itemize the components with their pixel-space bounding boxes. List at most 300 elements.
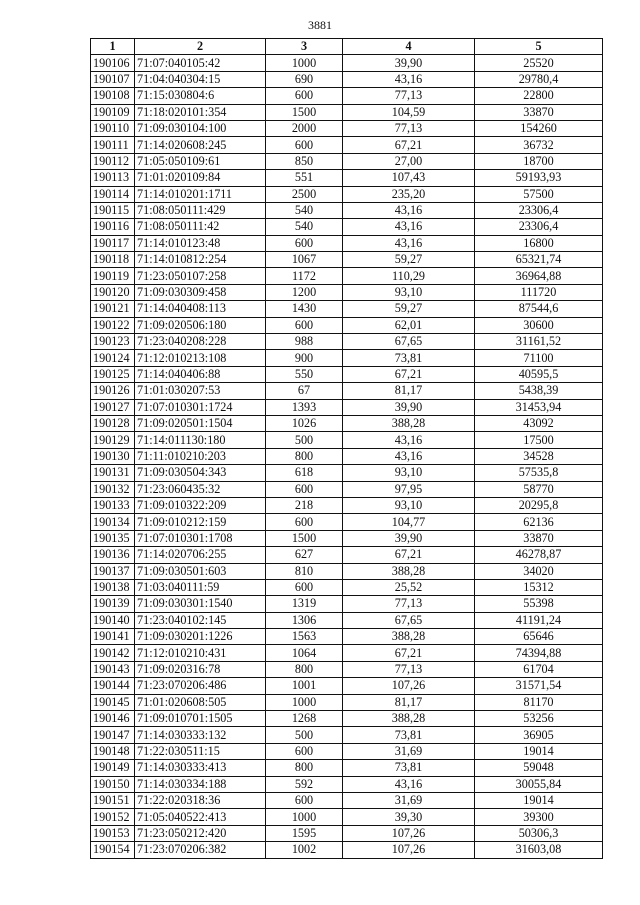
table-row (91, 432, 603, 448)
row-number-cell: 190123 (91, 334, 135, 350)
rate-cell: 31,69 (343, 792, 475, 808)
row-number-cell: 190108 (91, 88, 135, 104)
row-number-cell: 190134 (91, 514, 135, 530)
cadastral-number-cell: 71:09:020506:180 (135, 317, 266, 333)
row-number-cell: 190147 (91, 727, 135, 743)
rate-cell: 107,26 (343, 825, 475, 841)
amount-cell: 57500 (475, 186, 603, 202)
table-row (91, 727, 603, 743)
area-cell: 1001 (266, 678, 343, 694)
rate-cell: 39,90 (343, 399, 475, 415)
cadastral-number-cell: 71:09:030104:100 (135, 120, 266, 136)
cadastral-number-cell: 71:14:010201:1711 (135, 186, 266, 202)
cadastral-number-cell: 71:14:040408:113 (135, 301, 266, 317)
area-cell: 540 (266, 219, 343, 235)
row-number-cell: 190129 (91, 432, 135, 448)
row-number-cell: 190109 (91, 104, 135, 120)
cadastral-number-cell: 71:23:050212:420 (135, 825, 266, 841)
table-row (91, 252, 603, 268)
area-cell: 627 (266, 547, 343, 563)
amount-cell: 31453,94 (475, 399, 603, 415)
cadastral-number-cell: 71:22:020318:36 (135, 792, 266, 808)
area-cell: 2500 (266, 186, 343, 202)
area-cell: 500 (266, 727, 343, 743)
cadastral-number-cell: 71:08:050111:42 (135, 219, 266, 235)
amount-cell: 41191,24 (475, 612, 603, 628)
cadastral-number-cell: 71:14:020608:245 (135, 137, 266, 153)
rate-cell: 93,10 (343, 284, 475, 300)
row-number-cell: 190132 (91, 481, 135, 497)
rate-cell: 43,16 (343, 776, 475, 792)
area-cell: 551 (266, 170, 343, 186)
table-row (91, 71, 603, 87)
cadastral-number-cell: 71:14:020706:255 (135, 547, 266, 563)
rate-cell: 43,16 (343, 432, 475, 448)
rate-cell: 39,90 (343, 530, 475, 546)
rate-cell: 107,26 (343, 842, 475, 858)
row-number-cell: 190135 (91, 530, 135, 546)
row-number-cell: 190125 (91, 366, 135, 382)
table-row (91, 334, 603, 350)
amount-cell: 46278,87 (475, 547, 603, 563)
cadastral-number-cell: 71:04:040304:15 (135, 71, 266, 87)
row-number-cell: 190106 (91, 55, 135, 71)
page-number: 3881 (308, 18, 332, 32)
rate-cell: 388,28 (343, 711, 475, 727)
amount-cell: 62136 (475, 514, 603, 530)
row-number-cell: 190110 (91, 120, 135, 136)
amount-cell: 65321,74 (475, 252, 603, 268)
area-cell: 618 (266, 465, 343, 481)
amount-cell: 19014 (475, 792, 603, 808)
area-cell: 1000 (266, 55, 343, 71)
area-cell: 600 (266, 317, 343, 333)
table-row (91, 809, 603, 825)
amount-cell: 57535,8 (475, 465, 603, 481)
rate-cell: 25,52 (343, 579, 475, 595)
row-number-cell: 190143 (91, 661, 135, 677)
rate-cell: 77,13 (343, 88, 475, 104)
rate-cell: 107,43 (343, 170, 475, 186)
cadastral-number-cell: 71:01:020608:505 (135, 694, 266, 710)
area-cell: 1319 (266, 596, 343, 612)
amount-cell: 61704 (475, 661, 603, 677)
row-number-cell: 190117 (91, 235, 135, 251)
rate-cell: 43,16 (343, 448, 475, 464)
table-row (91, 137, 603, 153)
cadastral-number-cell: 71:14:040406:88 (135, 366, 266, 382)
area-cell: 550 (266, 366, 343, 382)
area-cell: 1000 (266, 809, 343, 825)
amount-cell: 22800 (475, 88, 603, 104)
amount-cell: 5438,39 (475, 383, 603, 399)
cadastral-number-cell: 71:23:040102:145 (135, 612, 266, 628)
table-row (91, 366, 603, 382)
rate-cell: 97,95 (343, 481, 475, 497)
row-number-cell: 190133 (91, 497, 135, 513)
table-row (91, 530, 603, 546)
rate-cell: 67,21 (343, 645, 475, 661)
table-row (91, 284, 603, 300)
amount-cell: 31571,54 (475, 678, 603, 694)
column-header-2: 2 (135, 39, 266, 55)
rate-cell: 388,28 (343, 563, 475, 579)
cadastral-number-cell: 71:07:010301:1724 (135, 399, 266, 415)
amount-cell: 23306,4 (475, 219, 603, 235)
table-row (91, 612, 603, 628)
amount-cell: 33870 (475, 104, 603, 120)
area-cell: 592 (266, 776, 343, 792)
row-number-cell: 190142 (91, 645, 135, 661)
cadastral-number-cell: 71:22:030511:15 (135, 743, 266, 759)
row-number-cell: 190121 (91, 301, 135, 317)
row-number-cell: 190148 (91, 743, 135, 759)
rate-cell: 67,65 (343, 612, 475, 628)
table-row (91, 235, 603, 251)
table-row (91, 448, 603, 464)
area-cell: 810 (266, 563, 343, 579)
table-row (91, 219, 603, 235)
amount-cell: 36905 (475, 727, 603, 743)
amount-cell: 71100 (475, 350, 603, 366)
table-row (91, 579, 603, 595)
table-row (91, 792, 603, 808)
area-cell: 1500 (266, 530, 343, 546)
rate-cell: 77,13 (343, 120, 475, 136)
cadastral-number-cell: 71:09:020316:78 (135, 661, 266, 677)
rate-cell: 67,21 (343, 547, 475, 563)
amount-cell: 16800 (475, 235, 603, 251)
cadastral-number-cell: 71:09:030309:458 (135, 284, 266, 300)
cadastral-number-cell: 71:23:070206:382 (135, 842, 266, 858)
table-row (91, 55, 603, 71)
area-cell: 1172 (266, 268, 343, 284)
amount-cell: 33870 (475, 530, 603, 546)
area-cell: 600 (266, 88, 343, 104)
amount-cell: 53256 (475, 711, 603, 727)
row-number-cell: 190136 (91, 547, 135, 563)
row-number-cell: 190150 (91, 776, 135, 792)
amount-cell: 39300 (475, 809, 603, 825)
table-row (91, 153, 603, 169)
rate-cell: 59,27 (343, 301, 475, 317)
row-number-cell: 190114 (91, 186, 135, 202)
table-row (91, 678, 603, 694)
row-number-cell: 190128 (91, 415, 135, 431)
rate-cell: 27,00 (343, 153, 475, 169)
table-row (91, 825, 603, 841)
table-row (91, 104, 603, 120)
table-row (91, 547, 603, 563)
row-number-cell: 190146 (91, 711, 135, 727)
amount-cell: 59193,93 (475, 170, 603, 186)
row-number-cell: 190137 (91, 563, 135, 579)
data-table (90, 38, 603, 859)
cadastral-number-cell: 71:09:010212:159 (135, 514, 266, 530)
rate-cell: 235,20 (343, 186, 475, 202)
area-cell: 600 (266, 792, 343, 808)
row-number-cell: 190124 (91, 350, 135, 366)
table-row (91, 711, 603, 727)
amount-cell: 36732 (475, 137, 603, 153)
table-row (91, 202, 603, 218)
rate-cell: 67,21 (343, 137, 475, 153)
area-cell: 900 (266, 350, 343, 366)
cadastral-number-cell: 71:07:010301:1708 (135, 530, 266, 546)
area-cell: 1595 (266, 825, 343, 841)
rate-cell: 43,16 (343, 71, 475, 87)
row-number-cell: 190116 (91, 219, 135, 235)
amount-cell: 31161,52 (475, 334, 603, 350)
area-cell: 1430 (266, 301, 343, 317)
cadastral-number-cell: 71:23:070206:486 (135, 678, 266, 694)
cadastral-number-cell: 71:12:010210:431 (135, 645, 266, 661)
area-cell: 540 (266, 202, 343, 218)
cadastral-number-cell: 71:08:050111:429 (135, 202, 266, 218)
rate-cell: 39,90 (343, 55, 475, 71)
table-row (91, 415, 603, 431)
table-row (91, 399, 603, 415)
area-cell: 1002 (266, 842, 343, 858)
cadastral-number-cell: 71:23:050107:258 (135, 268, 266, 284)
rate-cell: 31,69 (343, 743, 475, 759)
rate-cell: 62,01 (343, 317, 475, 333)
cadastral-number-cell: 71:09:020501:1504 (135, 415, 266, 431)
table-row (91, 563, 603, 579)
table-row (91, 317, 603, 333)
table-body (91, 55, 603, 858)
rate-cell: 77,13 (343, 596, 475, 612)
table-row (91, 842, 603, 858)
area-cell: 1306 (266, 612, 343, 628)
table-row (91, 645, 603, 661)
rate-cell: 107,26 (343, 678, 475, 694)
amount-cell: 50306,3 (475, 825, 603, 841)
area-cell: 2000 (266, 120, 343, 136)
area-cell: 67 (266, 383, 343, 399)
cadastral-number-cell: 71:09:030501:603 (135, 563, 266, 579)
cadastral-number-cell: 71:15:030804:6 (135, 88, 266, 104)
amount-cell: 29780,4 (475, 71, 603, 87)
area-cell: 218 (266, 497, 343, 513)
row-number-cell: 190107 (91, 71, 135, 87)
row-number-cell: 190145 (91, 694, 135, 710)
table-row (91, 497, 603, 513)
area-cell: 1067 (266, 252, 343, 268)
table-row (91, 776, 603, 792)
area-cell: 600 (266, 743, 343, 759)
row-number-cell: 190115 (91, 202, 135, 218)
cadastral-number-cell: 71:09:010322:209 (135, 497, 266, 513)
area-cell: 1393 (266, 399, 343, 415)
cadastral-number-cell: 71:23:060435:32 (135, 481, 266, 497)
amount-cell: 19014 (475, 743, 603, 759)
cadastral-number-cell: 71:11:010210:203 (135, 448, 266, 464)
area-cell: 1064 (266, 645, 343, 661)
area-cell: 1026 (266, 415, 343, 431)
cadastral-number-cell: 71:07:040105:42 (135, 55, 266, 71)
rate-cell: 67,21 (343, 366, 475, 382)
rate-cell: 59,27 (343, 252, 475, 268)
amount-cell: 17500 (475, 432, 603, 448)
cadastral-number-cell: 71:14:010123:48 (135, 235, 266, 251)
table-row (91, 743, 603, 759)
table-row (91, 596, 603, 612)
column-header-1: 1 (91, 39, 135, 55)
cadastral-number-cell: 71:05:040522:413 (135, 809, 266, 825)
amount-cell: 30600 (475, 317, 603, 333)
row-number-cell: 190111 (91, 137, 135, 153)
table-row (91, 481, 603, 497)
area-cell: 1200 (266, 284, 343, 300)
rate-cell: 73,81 (343, 760, 475, 776)
row-number-cell: 190152 (91, 809, 135, 825)
row-number-cell: 190112 (91, 153, 135, 169)
amount-cell: 20295,8 (475, 497, 603, 513)
rate-cell: 43,16 (343, 219, 475, 235)
amount-cell: 43092 (475, 415, 603, 431)
table-row (91, 301, 603, 317)
cadastral-number-cell: 71:14:011130:180 (135, 432, 266, 448)
column-header-4: 4 (343, 39, 475, 55)
amount-cell: 40595,5 (475, 366, 603, 382)
table-row (91, 629, 603, 645)
row-number-cell: 190131 (91, 465, 135, 481)
rate-cell: 43,16 (343, 202, 475, 218)
rate-cell: 388,28 (343, 629, 475, 645)
table-row (91, 170, 603, 186)
table-row (91, 661, 603, 677)
row-number-cell: 190151 (91, 792, 135, 808)
row-number-cell: 190120 (91, 284, 135, 300)
amount-cell: 36964,88 (475, 268, 603, 284)
cadastral-number-cell: 71:14:030333:413 (135, 760, 266, 776)
cadastral-number-cell: 71:01:030207:53 (135, 383, 266, 399)
row-number-cell: 190130 (91, 448, 135, 464)
amount-cell: 65646 (475, 629, 603, 645)
row-number-cell: 190118 (91, 252, 135, 268)
row-number-cell: 190154 (91, 842, 135, 858)
amount-cell: 34020 (475, 563, 603, 579)
amount-cell: 58770 (475, 481, 603, 497)
amount-cell: 55398 (475, 596, 603, 612)
cadastral-number-cell: 71:12:010213:108 (135, 350, 266, 366)
area-cell: 1268 (266, 711, 343, 727)
column-header-5: 5 (475, 39, 603, 55)
row-number-cell: 190122 (91, 317, 135, 333)
amount-cell: 30055,84 (475, 776, 603, 792)
row-number-cell: 190141 (91, 629, 135, 645)
area-cell: 800 (266, 760, 343, 776)
rate-cell: 104,77 (343, 514, 475, 530)
row-number-cell: 190119 (91, 268, 135, 284)
cadastral-number-cell: 71:05:050109:61 (135, 153, 266, 169)
cadastral-number-cell: 71:14:010812:254 (135, 252, 266, 268)
amount-cell: 31603,08 (475, 842, 603, 858)
area-cell: 1500 (266, 104, 343, 120)
row-number-cell: 190113 (91, 170, 135, 186)
amount-cell: 34528 (475, 448, 603, 464)
row-number-cell: 190149 (91, 760, 135, 776)
rate-cell: 77,13 (343, 661, 475, 677)
row-number-cell: 190139 (91, 596, 135, 612)
table-row (91, 186, 603, 202)
area-cell: 600 (266, 481, 343, 497)
table-row (91, 268, 603, 284)
table-row (91, 694, 603, 710)
rate-cell: 388,28 (343, 415, 475, 431)
row-number-cell: 190127 (91, 399, 135, 415)
area-cell: 500 (266, 432, 343, 448)
amount-cell: 18700 (475, 153, 603, 169)
row-number-cell: 190144 (91, 678, 135, 694)
cadastral-number-cell: 71:18:020101:354 (135, 104, 266, 120)
column-header-3: 3 (266, 39, 343, 55)
table-row (91, 465, 603, 481)
area-cell: 800 (266, 448, 343, 464)
area-cell: 1000 (266, 694, 343, 710)
amount-cell: 59048 (475, 760, 603, 776)
rate-cell: 81,17 (343, 383, 475, 399)
area-cell: 850 (266, 153, 343, 169)
rate-cell: 39,30 (343, 809, 475, 825)
area-cell: 600 (266, 137, 343, 153)
cadastral-number-cell: 71:03:040111:59 (135, 579, 266, 595)
rate-cell: 93,10 (343, 465, 475, 481)
rate-cell: 81,17 (343, 694, 475, 710)
area-cell: 988 (266, 334, 343, 350)
amount-cell: 111720 (475, 284, 603, 300)
area-cell: 800 (266, 661, 343, 677)
area-cell: 600 (266, 579, 343, 595)
area-cell: 600 (266, 235, 343, 251)
row-number-cell: 190140 (91, 612, 135, 628)
cadastral-number-cell: 71:14:030334:188 (135, 776, 266, 792)
cadastral-number-cell: 71:14:030333:132 (135, 727, 266, 743)
cadastral-number-cell: 71:09:030301:1540 (135, 596, 266, 612)
cadastral-number-cell: 71:23:040208:228 (135, 334, 266, 350)
amount-cell: 23306,4 (475, 202, 603, 218)
row-number-cell: 190126 (91, 383, 135, 399)
table-row (91, 514, 603, 530)
table-row (91, 383, 603, 399)
rate-cell: 104,59 (343, 104, 475, 120)
amount-cell: 154260 (475, 120, 603, 136)
rate-cell: 67,65 (343, 334, 475, 350)
rate-cell: 93,10 (343, 497, 475, 513)
rate-cell: 73,81 (343, 350, 475, 366)
table-row (91, 88, 603, 104)
cadastral-number-cell: 71:09:010701:1505 (135, 711, 266, 727)
table-row (91, 760, 603, 776)
amount-cell: 15312 (475, 579, 603, 595)
cadastral-number-cell: 71:09:030504:343 (135, 465, 266, 481)
cadastral-number-cell: 71:01:020109:84 (135, 170, 266, 186)
table-row (91, 120, 603, 136)
area-cell: 600 (266, 514, 343, 530)
cadastral-number-cell: 71:09:030201:1226 (135, 629, 266, 645)
area-cell: 690 (266, 71, 343, 87)
table-row (91, 350, 603, 366)
amount-cell: 25520 (475, 55, 603, 71)
rate-cell: 73,81 (343, 727, 475, 743)
rate-cell: 110,29 (343, 268, 475, 284)
area-cell: 1563 (266, 629, 343, 645)
header-row (91, 39, 603, 55)
amount-cell: 87544,6 (475, 301, 603, 317)
row-number-cell: 190153 (91, 825, 135, 841)
amount-cell: 81170 (475, 694, 603, 710)
